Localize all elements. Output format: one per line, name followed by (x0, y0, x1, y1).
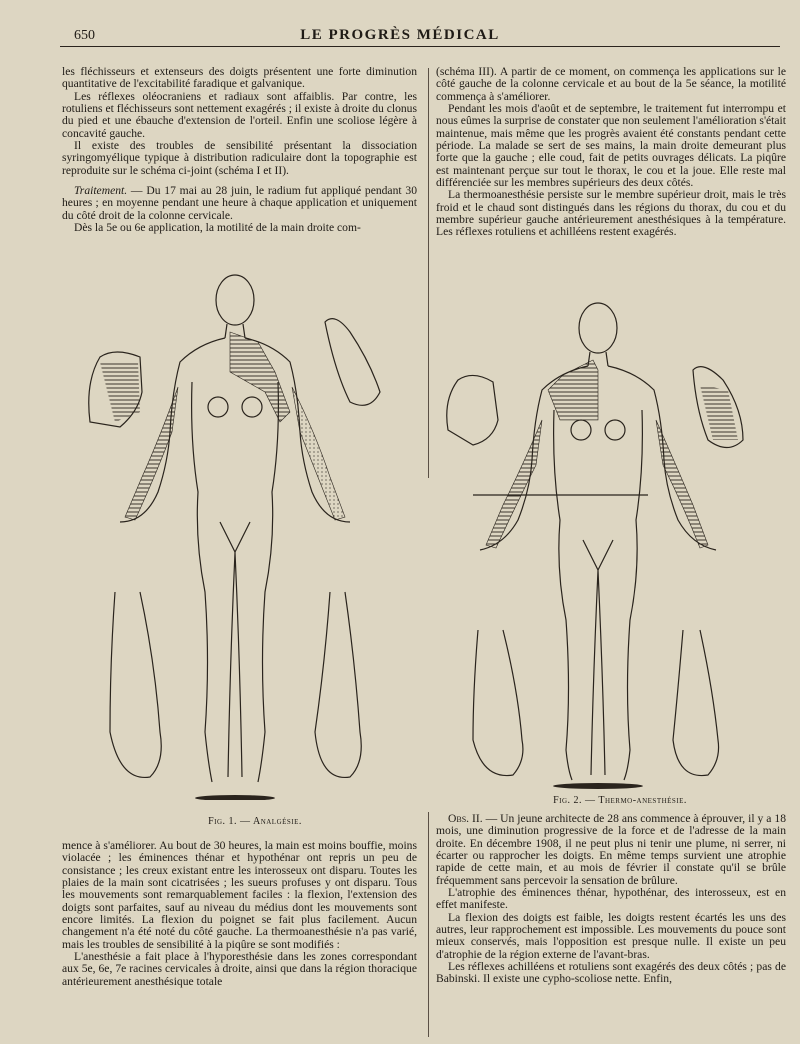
paragraph: mence à s'améliorer. Au bout de 30 heures, la main est moins bouffie, moins violacée ; les éminences thénar et hypothénar ont repris un peu de consistance ; les creux existant entre les interosseux ont disparu. Toutes les plaies de la main sont cicatrisées ; les sueurs profuses y ont disparu. Tous les mouvements sont remarquablement faciles : la flexion, l'extension des doigts sont parfaites, sauf au niveau du médius dont les mouvements sont encore limités. La flexion du poignet se fait plus facilement. Aucun changement n'a été noté du côté gauche. La thermoanesthésie n'a pas varié, mais les troubles de sensibilité à la piqûre se sont modifiés : (62, 839, 417, 951)
treatment-paragraph (62, 185, 417, 222)
column-divider (428, 812, 429, 1037)
treatment-text: — Du 17 mai au 28 juin, le radium fut appliqué pendant 30 heures ; en moyenne pendant une heure à chaque application et uniquement du côté droit de la colonne cervicale. (62, 184, 417, 222)
paragraph: (schéma III). A partir de ce moment, on commença les applications sur le côté gauche de la colonne cervicale et au bout de la 5e séance, la motilité commença à s'améliorer. (436, 65, 786, 103)
figure-1-caption: Fig. 1. — Analgésie. (208, 816, 302, 827)
left-column-bottom (62, 840, 417, 988)
figure-2-thermo-anesthesia-diagram (438, 290, 783, 790)
treatment-label: Traitement. (74, 184, 128, 198)
right-column-bottom (436, 813, 786, 986)
treatment-continuation: Dès la 5e ou 6e application, la motilité de la main droite com- (74, 221, 361, 235)
paragraph: L'atrophie des éminences thénar, hypothénar, des interosseux, est en effet manifeste. (436, 886, 786, 912)
paragraph: Pendant les mois d'août et de septembre, le traitement fut interrompu et nous eûmes la surprise de constater que non seulement l'amélioration s'était maintenue, mais même que les progrès avaient été constants pendant cette période. La malade se sert de ses mains, la main droite demeurant plus forte que la gauche ; elle coud, fait de petits ouvrages délicats. La piqûre est maintenant perçue sur tout le thorax, le cou et la joue. Elle reste mal différenciée sur les membres supérieurs des deux côtés. (436, 102, 786, 190)
figure-1-analgesia-diagram (80, 262, 420, 800)
paragraph: Les réflexes achilléens et rotuliens sont exagérés des deux côtés ; pas de Babinski. Il existe une cypho-scoliose nette. Enfin, (436, 960, 786, 986)
paragraph: les fléchisseurs et extenseurs des doigts présentent une forte diminution quantitative de l'excitabilité faradique et galvanique. (62, 65, 417, 91)
obs-2-paragraph (436, 813, 786, 887)
right-column-top (436, 66, 786, 239)
column-divider (428, 68, 429, 478)
figure-2-caption: Fig. 2. — Thermo-anesthésie. (553, 795, 687, 806)
page-number: 650 (74, 28, 95, 43)
header-rule (60, 46, 780, 47)
obs-2-text: — Un jeune architecte de 28 ans commence à éprouver, il y a 18 mois, une diminution progressive de la force et de l'adresse de la main droite. En décembre 1908, il ne peut plus ni tenir une plume, ni serrer, ni écarter ou rapprocher les doigts. En même temps survient une atrophie rapide de cette main, et au mois de février il constate qu'il se brûle fréquemment sans percevoir la sensation de brûlure. (436, 812, 786, 887)
obs-2-label: Obs. II. (448, 812, 483, 825)
paragraph: La thermoanesthésie persiste sur le membre supérieur droit, mais le très froid et le chaud sont distingués dans les régions du thorax, du cou et du membre supérieur gauche antérieurement anesthésiques à la température. Les réflexes rotuliens et achilléens restent exagérés. (436, 188, 786, 239)
paragraph: L'anesthésie a fait place à l'hyporesthésie dans les zones correspondant aux 5e, 6e, 7e racines cervicales à droite, ainsi que dans la région thoracique antérieurement anesthésique totale (62, 950, 417, 988)
left-column-top (62, 66, 417, 234)
paragraph: La flexion des doigts est faible, les doigts restent écartés les uns des autres, leur rapprochement est impossible. Les mouvements du pouce sont mieux conservés, mais l'opposition est presque nulle. Il existe un peu d'atrophie de la région externe de l'avant-bras. (436, 910, 786, 961)
paragraph: Il existe des troubles de sensibilité présentant la dissociation syringomyélique typique à distribution radiculaire dont la topographie est reproduite sur le schéma ci-joint (schéma I et II). (62, 139, 417, 177)
paragraph: Les réflexes oléocraniens et radiaux sont affaiblis. Par contre, les rotuliens et fléchisseurs sont nettement exagérés ; il existe à droite du clonus du pied et une ébauche d'extension de l'orteil. Enfin une scoliose légère à concavité gauche. (62, 89, 417, 140)
journal-title: LE PROGRÈS MÉDICAL (300, 27, 500, 43)
